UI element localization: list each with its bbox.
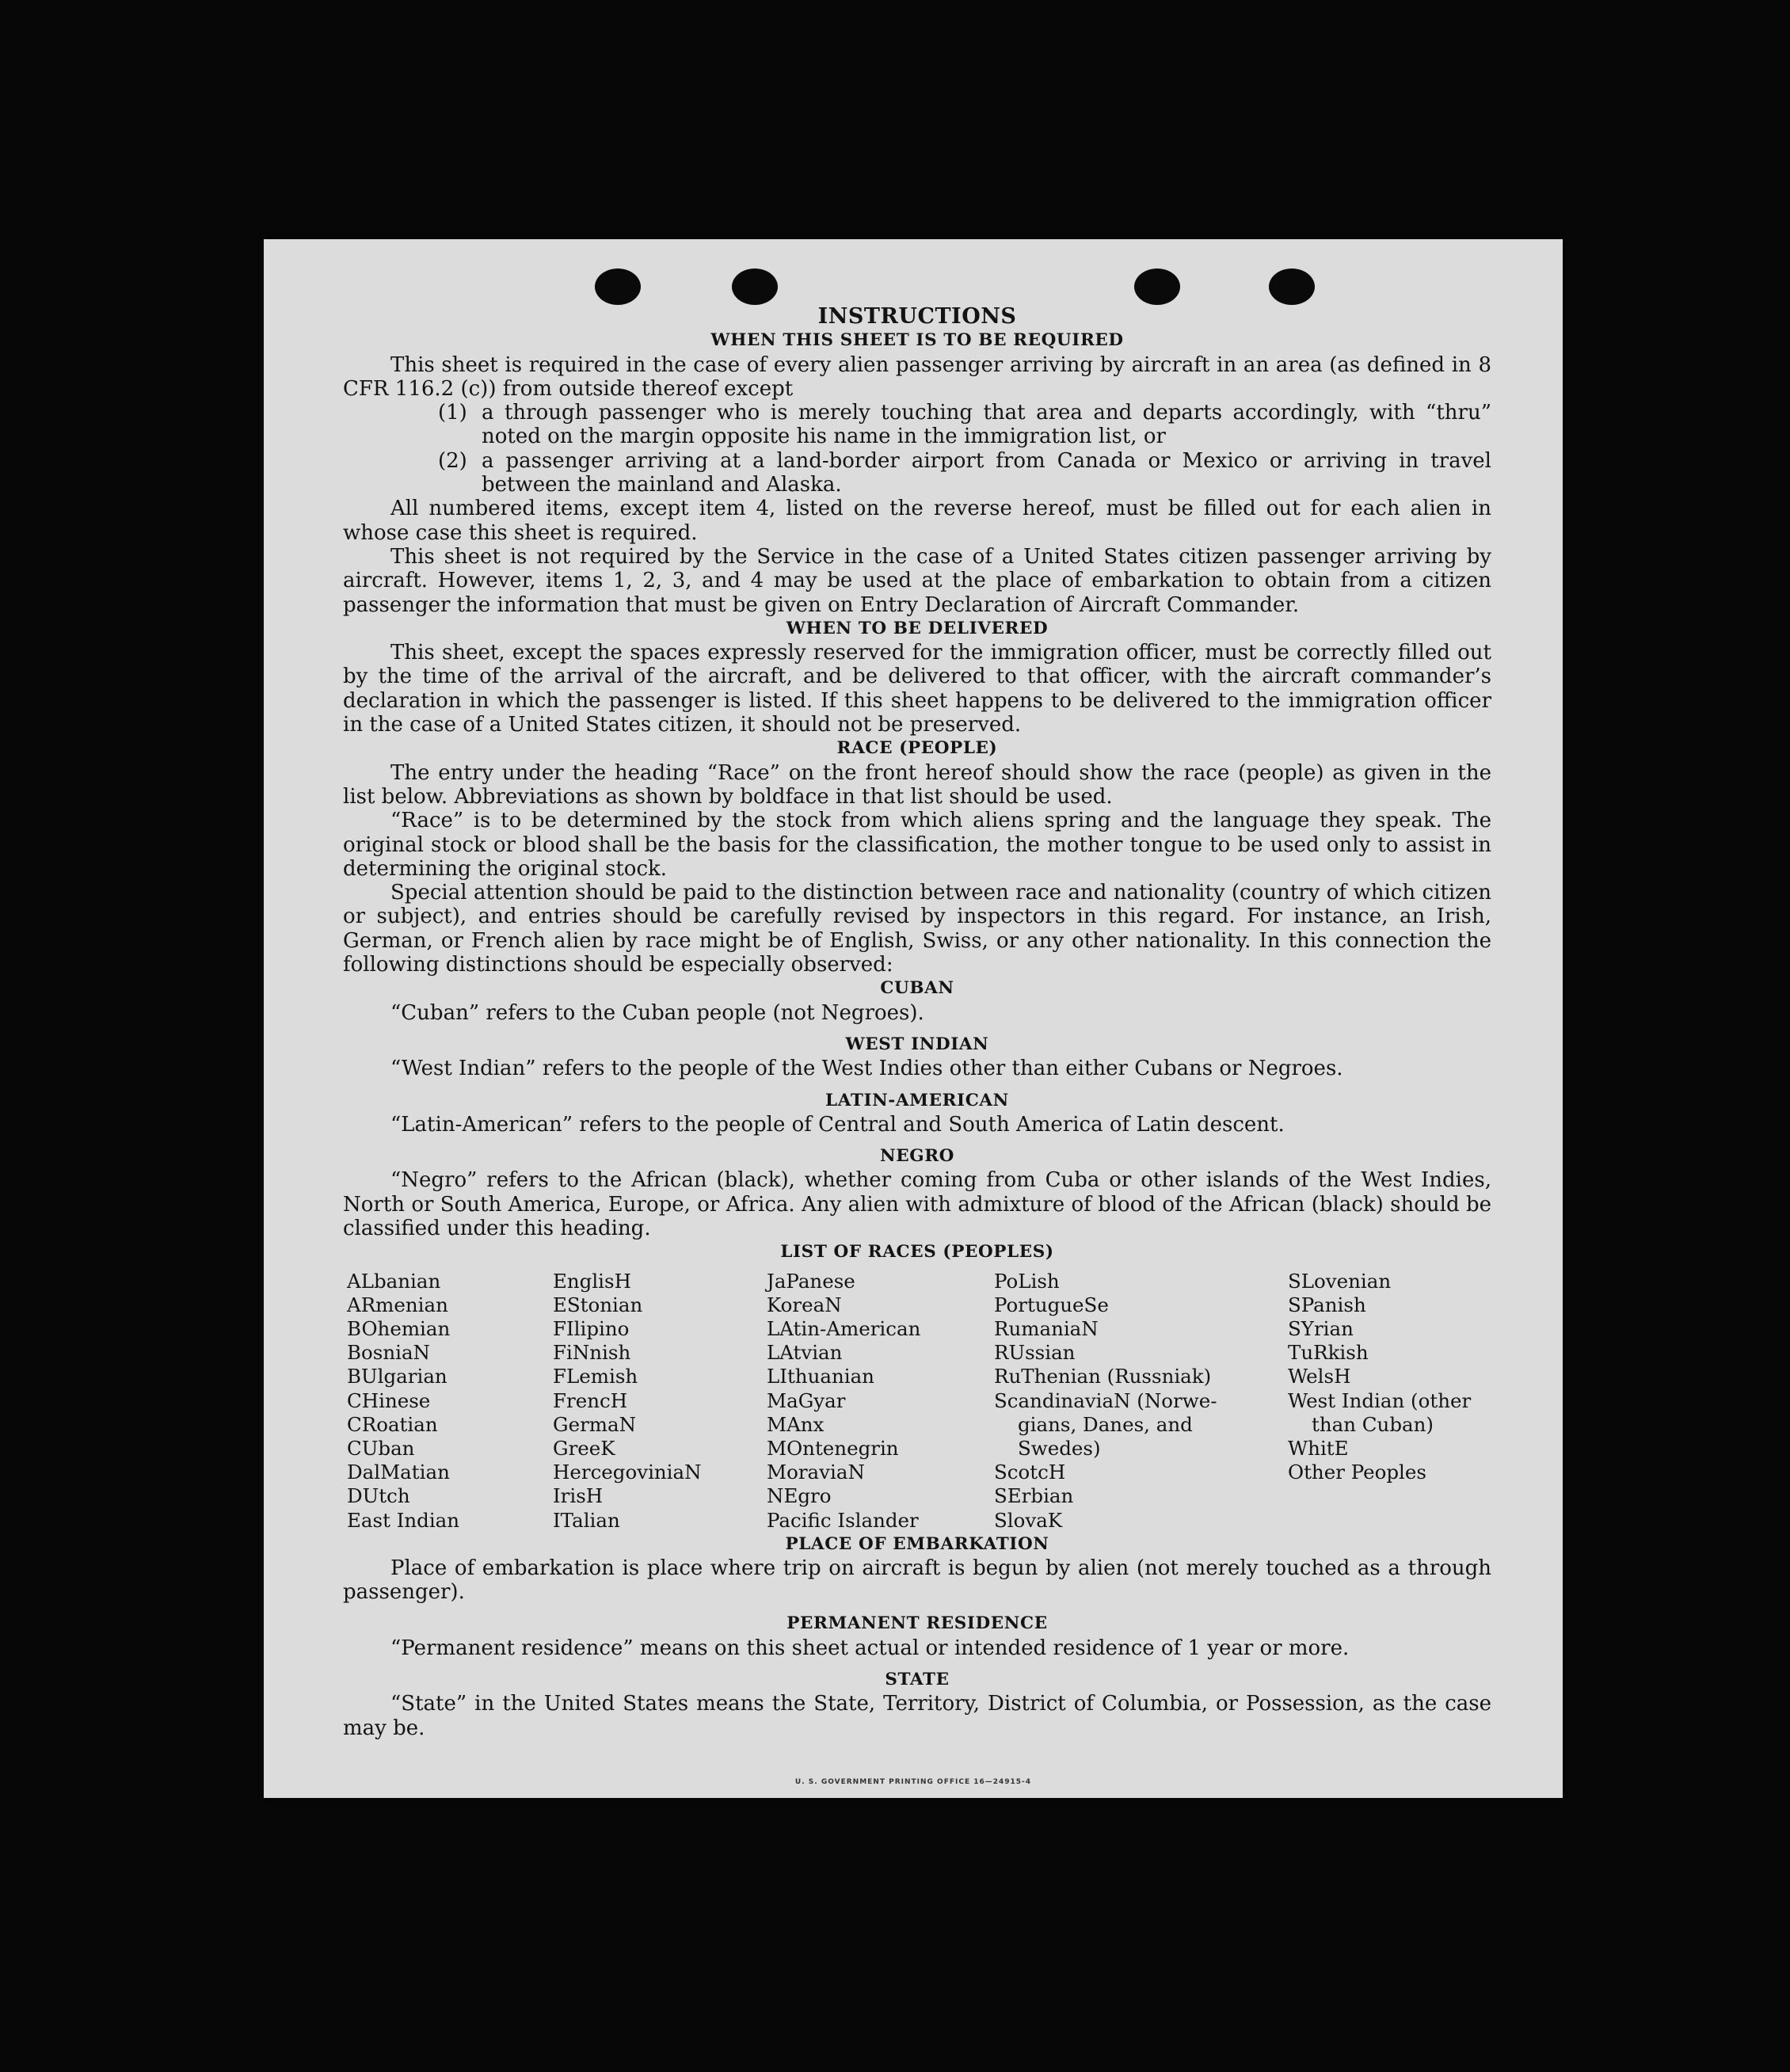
list-item-text: a through passenger who is merely touching that area and departs accordingly, with “thru” noted on the margin opposite his name in the immigration list, or	[482, 401, 1491, 449]
race-entry: TuRkish	[1288, 1341, 1369, 1365]
heading-latin-american: LATIN-AMERICAN	[825, 1090, 1009, 1110]
race-entry: HercegoviniaN	[553, 1461, 702, 1484]
heading-negro: NEGRO	[880, 1146, 954, 1167]
para-state: “State” in the United States means the State, Territory, District of Columbia, or Possession, as the case may be.	[343, 1692, 1491, 1740]
list-item-number: (1)	[438, 401, 467, 425]
race-entry: ScandinaviaN (Norwe-	[994, 1388, 1217, 1412]
race-entry: SlovaK	[994, 1508, 1063, 1532]
races-column	[553, 1270, 702, 1533]
race-entry: East Indian	[347, 1508, 460, 1532]
heading-when-required: WHEN THIS SHEET IS TO BE REQUIRED	[710, 330, 1124, 351]
para-west-indian: “West Indian” refers to the people of the West Indies other than either Cubans or Negroes.	[390, 1057, 1343, 1081]
race-entry: GreeK	[553, 1437, 615, 1460]
document-sheet	[264, 239, 1563, 1798]
race-entry: KoreaN	[767, 1293, 842, 1316]
race-entry: DalMatian	[347, 1461, 450, 1484]
race-entry: LIthuanian	[767, 1365, 874, 1388]
heading-state: STATE	[885, 1670, 950, 1690]
race-entry: gians, Danes, and	[1018, 1412, 1193, 1436]
para-when-required-intro: This sheet is required in the case of every alien passenger arriving by aircraft in an area (as defined in 8 CFR 116.2 (c)) from outside thereof except	[343, 352, 1491, 401]
race-entry: CUban	[347, 1437, 415, 1460]
para-place-of-embarkation: Place of embarkation is place where trip on aircraft is begun by alien (not merely touched as a through passenger).	[343, 1556, 1491, 1605]
para-negro: “Negro” refers to the African (black), whether coming from Cuba or other islands of the West Indies, North or South America, Europe, or Africa. Any alien with admixture of blood of the African (black) should be classified under this heading.	[343, 1168, 1491, 1240]
race-entry: MaGyar	[767, 1388, 846, 1412]
heading-when-delivered: WHEN TO BE DELIVERED	[786, 618, 1049, 638]
race-entry: ITalian	[553, 1508, 620, 1532]
para-permanent-residence: “Permanent residence” means on this sheet actual or intended residence of 1 year or more.	[390, 1636, 1350, 1660]
heading-cuban: CUBAN	[880, 978, 954, 999]
race-entry: RUssian	[994, 1341, 1076, 1365]
race-entry: West Indian (other	[1288, 1388, 1472, 1412]
race-entry: SYrian	[1288, 1316, 1354, 1340]
race-entry: PortugueSe	[994, 1293, 1109, 1316]
race-entry: RumaniaN	[994, 1316, 1099, 1340]
para-race-1: The entry under the heading “Race” on the front hereof should show the race (people) as given in the list below. Abbreviations as shown by boldface in that list should be used.	[343, 760, 1491, 809]
race-entry: NEgro	[767, 1484, 832, 1508]
race-entry: RuThenian (Russniak)	[994, 1365, 1212, 1388]
race-entry: IrisH	[553, 1484, 604, 1508]
list-item	[343, 401, 1491, 449]
races-column	[994, 1270, 1217, 1533]
race-entry: JaPanese	[767, 1269, 855, 1293]
race-entry: EnglisH	[553, 1269, 631, 1293]
races-column	[767, 1270, 920, 1533]
para-when-delivered: This sheet, except the spaces expressly reserved for the immigration officer, must be correctly filled out by the time of the arrival of the aircraft, and be delivered to that officer, with the aircraft commander’s declaration in which the passenger is listed. If this sheet happens to be delivered to the immigration officer in the case of a United States citizen, it should not be preserved.	[343, 641, 1491, 737]
race-entry: CHinese	[347, 1388, 431, 1412]
race-entry: SErbian	[994, 1484, 1074, 1508]
race-entry: BOhemian	[347, 1316, 451, 1340]
race-entry: MoraviaN	[767, 1461, 865, 1484]
race-entry: SLovenian	[1288, 1269, 1392, 1293]
race-entry: BUlgarian	[347, 1365, 448, 1388]
para-not-required: This sheet is not required by the Service in the case of a United States citizen passenger arriving by aircraft. However, items 1, 2, 3, and 4 may be used at the place of embarkation to obtain from a citizen passenger the information that must be given on Entry Declaration of Aircraft Commander.	[343, 544, 1491, 617]
race-entry: FiNnish	[553, 1341, 631, 1365]
para-cuban: “Cuban” refers to the Cuban people (not Negroes).	[390, 1000, 924, 1025]
race-entry: CRoatian	[347, 1412, 438, 1436]
race-entry: Swedes)	[1018, 1437, 1101, 1460]
race-entry: than Cuban)	[1312, 1412, 1434, 1436]
heading-place-of-embarkation: PLACE OF EMBARKATION	[785, 1533, 1049, 1554]
race-entry: MAnx	[767, 1412, 825, 1436]
race-entry: PoLish	[994, 1269, 1060, 1293]
document-title: INSTRUCTIONS	[817, 304, 1017, 329]
race-entry: GermaN	[553, 1412, 637, 1436]
race-entry: Other Peoples	[1288, 1461, 1426, 1484]
races-list	[343, 1270, 1491, 1533]
race-entry: WhitE	[1288, 1437, 1349, 1460]
heading-west-indian: WEST INDIAN	[845, 1034, 989, 1054]
race-entry: FrencH	[553, 1388, 628, 1412]
race-entry: DUtch	[347, 1484, 410, 1508]
race-entry: MOntenegrin	[767, 1437, 899, 1460]
race-entry: FLemish	[553, 1365, 638, 1388]
race-entry: ALbanian	[347, 1269, 441, 1293]
para-latin-american: “Latin-American” refers to the people of Central and South America of Latin descent.	[390, 1112, 1285, 1137]
list-item	[343, 449, 1491, 497]
para-race-2: “Race” is to be determined by the stock from which aliens spring and the language they speak. The original stock or blood shall be the basis for the classification, the mother tongue to be used only to assist in determining the original stock.	[343, 809, 1491, 881]
list-item-number: (2)	[438, 448, 467, 473]
instructions-content	[343, 305, 1491, 1740]
heading-race: RACE (PEOPLE)	[836, 738, 998, 759]
race-entry: EStonian	[553, 1293, 643, 1316]
races-column	[347, 1270, 459, 1533]
heading-list-of-races: LIST OF RACES (PEOPLES)	[780, 1242, 1054, 1263]
race-entry: Pacific Islander	[767, 1508, 919, 1532]
race-entry: WelsH	[1288, 1365, 1351, 1388]
para-all-items: All numbered items, except item 4, listed on the reverse hereof, must be filled out for each alien in whose case this sheet is required.	[343, 497, 1491, 545]
list-item-text: a passenger arriving at a land-border airport from Canada or Mexico or arriving in travel between the mainland and Alaska.	[482, 448, 1491, 497]
punch-hole	[1269, 269, 1315, 305]
race-entry: ScotcH	[994, 1461, 1066, 1484]
para-race-3: Special attention should be paid to the distinction between race and nationality (country of which citizen or subject), and entries should be carefully revised by inspectors in this regard. For instance, an Irish, German, or French alien by race might be of English, Swiss, or any other nationality. In this connection the following distinctions should be especially observed:	[343, 881, 1491, 977]
race-entry: LAtvian	[767, 1341, 843, 1365]
race-entry: BosniaN	[347, 1341, 430, 1365]
printing-office-footer: U. S. GOVERNMENT PRINTING OFFICE 16—24915-4	[794, 1778, 1032, 1786]
punch-hole	[732, 269, 778, 305]
punch-hole	[595, 269, 641, 305]
race-entry: LAtin-American	[767, 1316, 921, 1340]
punch-hole	[1134, 269, 1180, 305]
race-entry: SPanish	[1288, 1293, 1366, 1316]
heading-permanent-residence: PERMANENT RESIDENCE	[786, 1613, 1048, 1634]
race-entry: FIlipino	[553, 1316, 630, 1340]
race-entry: ARmenian	[347, 1293, 448, 1316]
races-column	[1288, 1270, 1471, 1485]
